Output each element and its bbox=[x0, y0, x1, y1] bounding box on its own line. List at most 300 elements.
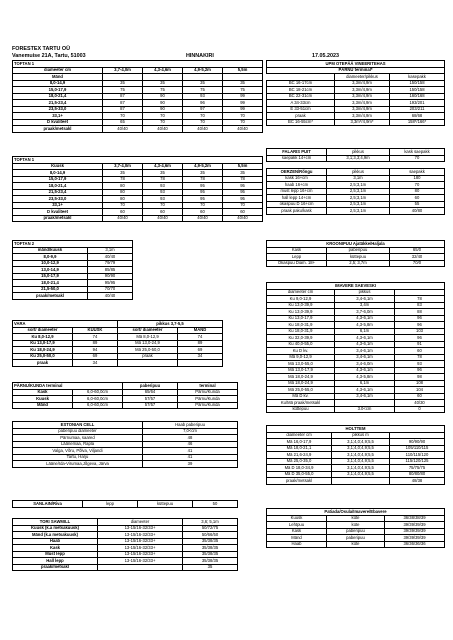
row-value-cell: 70 bbox=[103, 113, 143, 120]
row-label-cell: 18,0-21,4 bbox=[13, 183, 103, 190]
row-label-cell: Kask bbox=[13, 389, 73, 396]
row-value-cell: 70 bbox=[183, 113, 223, 120]
table-header-cell: diameeter cm bbox=[267, 289, 335, 296]
row-label-cell: saepakk 14+cm bbox=[267, 155, 327, 162]
row-value-cell: 74 bbox=[178, 334, 223, 341]
row-value-cell: 79/79 bbox=[88, 260, 133, 267]
table-row bbox=[267, 406, 445, 413]
row-value-cell: Pärnu/Kunda bbox=[178, 389, 238, 396]
row-label-cell: Ku 18,0-24,9 bbox=[13, 347, 73, 354]
row-label-cell: Ku 13,0-39,9 bbox=[267, 309, 335, 316]
row-value-cell: 158*/166* bbox=[390, 119, 445, 126]
row-value-cell: 75 bbox=[143, 87, 183, 94]
row-value-cell: 95 bbox=[183, 183, 223, 190]
row-value-cell: 78 bbox=[183, 176, 223, 183]
row-value-cell: 70/0 bbox=[390, 260, 445, 267]
row-value-cell: 41 bbox=[143, 454, 238, 461]
row-value-cell: 2,5;3,1m bbox=[327, 182, 390, 189]
table-title: TOFTAN 1 bbox=[13, 61, 263, 68]
row-value-cell: 60 bbox=[103, 209, 143, 216]
row-value-cell: 6,0-60,0cm bbox=[73, 402, 123, 409]
table-header-cell: diameeter/pikkus bbox=[335, 74, 390, 81]
row-value-cell: 78 bbox=[395, 296, 445, 303]
row-label-cell: Ku 40,0-55,0 bbox=[267, 341, 335, 348]
row-value-cell: 75 bbox=[103, 87, 143, 94]
row-value-cell: 75 bbox=[223, 87, 263, 94]
row-value-cell: 70 bbox=[223, 202, 263, 209]
row-value-cell: 41 bbox=[143, 448, 238, 455]
row-value-cell: 39/39/39/39 bbox=[385, 522, 445, 529]
row-value-cell: paberipuu bbox=[327, 247, 390, 254]
row-label-cell: 8,0-9,9 bbox=[13, 254, 88, 261]
row-value-cell: 95/95 bbox=[88, 280, 133, 287]
row-label-cell: Ku 8,0-12,9 bbox=[13, 334, 73, 341]
row-label-cell: praak bbox=[267, 113, 335, 120]
table-header-cell: 5,5m bbox=[223, 67, 263, 74]
table-title: TOFTAN 2 bbox=[13, 241, 133, 248]
row-label-cell: Haab bbox=[267, 541, 327, 548]
row-value-cell: 115/120/125 bbox=[390, 458, 445, 465]
row-value-cell: 89 bbox=[178, 340, 223, 347]
row-label-cell: haab 16+cm bbox=[267, 182, 327, 189]
row-label-cell: Mä D kv. bbox=[267, 393, 335, 400]
table-header-cell: 7,0<cm bbox=[143, 428, 238, 435]
row-label-cell: Ku 9,0-12,9 bbox=[267, 296, 335, 303]
tori-sawmill-table bbox=[12, 518, 238, 571]
table-row bbox=[267, 478, 445, 485]
table-title: TORI SAWMILL bbox=[13, 519, 98, 526]
row-value-cell: 60 bbox=[143, 209, 183, 216]
row-label-cell: BC 22-31cm bbox=[267, 93, 335, 100]
row-label-cell: D kvaliteet bbox=[13, 209, 103, 216]
row-label-cell: 10,0-12,9 bbox=[13, 260, 88, 267]
row-value-cell: 80 bbox=[103, 189, 143, 196]
row-value-cell: 3,3m/4,9m bbox=[335, 93, 390, 100]
row-label-cell: Tartu, Harju bbox=[13, 454, 143, 461]
row-value-cell: 40/40 bbox=[223, 215, 263, 222]
row-value-cell: 6,1m bbox=[335, 328, 395, 335]
row-value-cell: 90 bbox=[143, 106, 183, 113]
row-value-cell: 60 bbox=[395, 348, 445, 355]
row-value-cell: 39 bbox=[143, 461, 238, 468]
row-label-cell: 21,5-23,4 bbox=[13, 189, 103, 196]
table-title: UPM OTEPÄÄ VINEERITEHAS bbox=[267, 61, 445, 68]
row-value-cell: 13-15/16-32/33+ bbox=[98, 551, 183, 558]
row-value-cell: 70 bbox=[183, 119, 223, 126]
toftan2-table bbox=[12, 240, 133, 300]
row-value-cell: 3,1;3,3;4,9m bbox=[327, 155, 390, 162]
table-subtitle: terminal bbox=[178, 383, 238, 390]
row-value-cell: 80 bbox=[390, 188, 445, 195]
row-label-cell: praak/metsakl bbox=[13, 215, 103, 222]
table-title: PÄRNU/KUNDA terminal bbox=[13, 383, 123, 390]
row-value-cell: 69 bbox=[73, 353, 118, 360]
row-label-cell: Mä D 35,0-55,0 bbox=[267, 471, 332, 478]
row-value-cell: 3.0<cm bbox=[335, 406, 395, 413]
row-value-cell: 150/158 bbox=[390, 80, 445, 87]
holttem-table bbox=[266, 425, 445, 485]
row-label-cell: Mänd bbox=[13, 402, 73, 409]
table-row bbox=[267, 119, 445, 126]
row-value-cell: 3,1m bbox=[327, 175, 390, 182]
row-value-cell: 70 bbox=[390, 182, 445, 189]
row-label-cell: D kvaliteet bbox=[13, 119, 103, 126]
row-label-cell: Kask bbox=[267, 247, 327, 254]
table-row bbox=[13, 126, 263, 133]
row-value-cell bbox=[332, 478, 390, 485]
row-label-cell: Must lepp bbox=[13, 551, 98, 558]
row-value-cell: 90/90 bbox=[88, 273, 133, 280]
row-value-cell: 89 bbox=[73, 340, 118, 347]
row-value-cell: 6,0-60,0cm bbox=[73, 389, 123, 396]
row-value-cell: 36/36/36/36 bbox=[385, 541, 445, 548]
row-label-cell: Kuusk bbox=[13, 396, 73, 403]
row-label-cell: must lepp 16+cm bbox=[267, 188, 327, 195]
row-label-cell: 13,0-14,9 bbox=[13, 267, 88, 274]
company-name: FORESTEX TARTU OÜ bbox=[12, 46, 70, 52]
table-header-cell: KUUSK bbox=[73, 327, 118, 334]
row-value-cell: 75 bbox=[183, 87, 223, 94]
row-value-cell: 40/40 bbox=[88, 254, 133, 261]
row-value-cell: Pärnu/Kunda bbox=[178, 396, 238, 403]
patiada-osula-table bbox=[266, 508, 445, 548]
imavere-sawmill-table bbox=[266, 282, 445, 413]
table-subtitle: Haab paberipuu bbox=[143, 422, 238, 429]
row-value-cell: 39/39/39/39 bbox=[385, 528, 445, 535]
row-label-cell: 18,0-21,4 bbox=[13, 93, 103, 100]
row-label-cell: Ku 13,0-17,9 bbox=[13, 340, 73, 347]
table-header-cell: pikkus bbox=[335, 289, 395, 296]
table-row bbox=[13, 215, 263, 222]
table-row bbox=[267, 155, 445, 162]
row-value-cell: küte bbox=[327, 515, 385, 522]
row-value-cell: 78 bbox=[143, 176, 183, 183]
row-value-cell: 50 bbox=[193, 501, 238, 508]
row-label-cell: Mänd bbox=[13, 74, 103, 81]
row-value-cell: 95 bbox=[183, 196, 223, 203]
row-value-cell: 68/68 bbox=[390, 113, 445, 120]
row-value-cell: 4,3-6,1m bbox=[335, 315, 395, 322]
row-value-cell: 40/40 bbox=[183, 126, 223, 133]
row-value-cell: 36/38/38/39 bbox=[385, 515, 445, 522]
row-value-cell: 60 bbox=[390, 195, 445, 202]
row-value-cell: 93 bbox=[143, 189, 183, 196]
row-value-cell: 3,1;4,0;4,9;5,5 bbox=[332, 465, 390, 472]
row-value-cell: 78 bbox=[103, 176, 143, 183]
row-value-cell: 180 bbox=[390, 175, 445, 182]
row-label-cell: 33,1+ bbox=[13, 113, 103, 120]
table-row bbox=[13, 293, 133, 300]
row-value-cell: Mä 8,0-12,9 bbox=[118, 334, 178, 341]
row-value-cell: 70 bbox=[223, 113, 263, 120]
row-label-cell: SANLAIN/Riva bbox=[13, 501, 83, 508]
table-row bbox=[13, 564, 238, 571]
row-label-cell: praak/metsakl bbox=[13, 564, 98, 571]
row-value-cell: 78 bbox=[395, 354, 445, 361]
row-value-cell: 2,5; 3,7m bbox=[327, 260, 390, 267]
row-value-cell: küte bbox=[327, 541, 385, 548]
row-value-cell: 55 bbox=[390, 201, 445, 208]
row-value-cell: 4,3-6,1m bbox=[335, 367, 395, 374]
row-value-cell: 3,1m bbox=[88, 247, 133, 254]
row-value-cell: 2,5;3,1m bbox=[327, 208, 390, 215]
toftan1-spruce-table bbox=[12, 156, 263, 222]
row-label-cell: Ku D kv. bbox=[267, 348, 335, 355]
row-label-cell: 18,0-21,4 bbox=[13, 280, 88, 287]
row-value-cell: 99 bbox=[223, 100, 263, 107]
table-title: Patiada/Osula/Imavere/Ebavere bbox=[267, 509, 445, 516]
row-label-cell: praak/metsakl bbox=[267, 478, 332, 485]
row-value-cell: 110/115/120 bbox=[390, 452, 445, 459]
row-value-cell: 75/75/75 bbox=[390, 465, 445, 472]
row-value-cell: 40/40 bbox=[103, 126, 143, 133]
row-value-cell: 3,4-6,1m bbox=[335, 393, 395, 400]
row-label-cell: praak/metsakl bbox=[13, 126, 103, 133]
row-value-cell: 3,4-6,1m bbox=[335, 296, 395, 303]
table-row bbox=[13, 501, 238, 508]
table-title: TOFTAN 1 bbox=[13, 157, 263, 164]
row-label-cell: 23,5-33,0 bbox=[13, 196, 103, 203]
row-label-cell: Kask bbox=[13, 545, 98, 552]
row-label-cell: Mä 18,0-24,9 bbox=[267, 374, 335, 381]
row-value-cell: 69 bbox=[178, 347, 223, 354]
row-value-cell: 40/40 bbox=[88, 293, 133, 300]
row-value-cell: 4,3-6,1m bbox=[335, 341, 395, 348]
table-subtitle: pikkus bbox=[327, 149, 390, 156]
row-label-cell: BC 18-21cm bbox=[267, 87, 335, 94]
company-address: Vanemuise 21A, Tartu, 51003 bbox=[12, 53, 86, 59]
row-value-cell: 87 bbox=[103, 100, 143, 107]
row-label-cell: Ku 13,0-17,9 bbox=[267, 315, 335, 322]
row-label-cell: BC 16-55cm* bbox=[267, 119, 335, 126]
row-value-cell: 3,3m/4,9m bbox=[335, 80, 390, 87]
row-value-cell: 35 bbox=[223, 170, 263, 177]
table-header-cell: saepakk bbox=[390, 169, 445, 176]
table-header-cell: MÄND bbox=[178, 327, 223, 334]
row-value-cell: 96 bbox=[395, 322, 445, 329]
row-label-cell: Okaspuu Diam. 18+ bbox=[267, 260, 327, 267]
row-value-cell: 39/39/39/39 bbox=[385, 535, 445, 542]
row-value-cell: 50/72/75 bbox=[183, 525, 238, 532]
row-value-cell: 70 bbox=[143, 113, 183, 120]
row-value-cell: Mä 13,0-24,9 bbox=[118, 340, 178, 347]
row-label-cell: Kuusk bbox=[267, 515, 327, 522]
row-label-cell: praak paku/kask bbox=[267, 208, 327, 215]
table-title: KROONIPUU Ajatäkke/Haljala bbox=[267, 241, 445, 248]
table-subtitle: PÄRNU terminal* bbox=[267, 67, 445, 74]
row-label-cell: küttepuu bbox=[267, 406, 335, 413]
row-value-cell: 93 bbox=[395, 361, 445, 368]
row-value-cell: 80 bbox=[103, 183, 143, 190]
table-header-cell: diameeter cm bbox=[13, 67, 103, 74]
row-value-cell: Mä 25,0-50,0 bbox=[118, 347, 178, 354]
row-value-cell: 60 bbox=[223, 209, 263, 216]
row-value-cell: 70 bbox=[390, 155, 445, 162]
row-value-cell: 99 bbox=[223, 106, 263, 113]
row-label-cell: 15,0-17,9 bbox=[13, 87, 103, 94]
row-value-cell: 203/211 bbox=[390, 106, 445, 113]
row-value-cell: Pärnu/Kunda bbox=[178, 402, 238, 409]
row-value-cell: 96 bbox=[395, 315, 445, 322]
row-value-cell: 35 bbox=[183, 80, 223, 87]
row-value-cell: 3,4-6,0m bbox=[335, 361, 395, 368]
row-value-cell: 57/57 bbox=[123, 402, 178, 409]
row-label-cell: 33,1+ bbox=[13, 202, 103, 209]
row-label-cell: Mä 25,0-55,0 bbox=[267, 387, 335, 394]
sanlain-table bbox=[12, 500, 238, 508]
row-value-cell: 4,3-5,8m bbox=[335, 322, 395, 329]
row-value-cell: 3,3m*/4,9m* bbox=[335, 119, 390, 126]
row-value-cell: 96 bbox=[183, 100, 223, 107]
row-label-cell: Mä 9,0-12,9 bbox=[267, 354, 335, 361]
row-value-cell: 96 bbox=[395, 335, 445, 342]
table-row bbox=[13, 461, 238, 468]
table-header-cell: sort/ diameeter bbox=[13, 327, 73, 334]
row-label-cell: 23,5-33,0 bbox=[13, 106, 103, 113]
row-value-cell: 13-15/16-32/33+ bbox=[98, 525, 183, 532]
row-value-cell: 3,1;4,0;4,9;5,5 bbox=[332, 439, 390, 446]
row-value-cell: 3,3m/4,9m bbox=[335, 113, 390, 120]
row-label-cell: 8,0-14,9 bbox=[13, 170, 103, 177]
table-header-cell: sort/ diameeter bbox=[118, 327, 178, 334]
row-value-cell: 35 bbox=[103, 170, 143, 177]
table-title: IMAVERE SAEVESKI bbox=[267, 283, 445, 290]
row-value-cell: küttepuu bbox=[138, 501, 193, 508]
row-label-cell: Ku 13,0-39,9 bbox=[267, 302, 335, 309]
row-label-cell: Mä 21,6-24,9 bbox=[267, 452, 332, 459]
row-value-cell: 48 bbox=[143, 435, 238, 442]
row-label-cell: BC 16-17cm bbox=[267, 80, 335, 87]
row-label-cell: Pärnumaa, saared bbox=[13, 435, 143, 442]
row-value-cell: 87 bbox=[103, 93, 143, 100]
row-value-cell: 46 bbox=[143, 441, 238, 448]
row-value-cell: küte bbox=[327, 522, 385, 529]
row-label-cell: 8,0-14,9 bbox=[13, 80, 103, 87]
row-value-cell: 50/66/50 bbox=[183, 532, 238, 539]
row-value-cell: küttepuu bbox=[327, 254, 390, 261]
row-value-cell: 95 bbox=[183, 189, 223, 196]
row-value-cell: 35 bbox=[183, 170, 223, 177]
row-value-cell: 93 bbox=[183, 93, 223, 100]
table-header-cell: diameeter cm bbox=[267, 432, 332, 439]
row-value-cell: 90/90/90 bbox=[390, 439, 445, 446]
row-value-cell: 95 bbox=[223, 189, 263, 196]
row-label-cell: Valga, Võru, Põlva, Viljandi bbox=[13, 448, 143, 455]
row-value-cell: 80/80/80 bbox=[390, 471, 445, 478]
row-value-cell: 94 bbox=[73, 347, 118, 354]
row-label-cell: Lääne/Ida-Virumaa,Jõgeva, Järva bbox=[13, 461, 143, 468]
table-title: VARA bbox=[13, 321, 118, 328]
row-value-cell: 6,1m bbox=[335, 380, 395, 387]
row-value-cell: lepp bbox=[83, 501, 138, 508]
row-value-cell: 3,3m/4,9m bbox=[335, 87, 390, 94]
row-label-cell: E 33-51cm bbox=[267, 106, 335, 113]
row-value-cell: 96 bbox=[395, 367, 445, 374]
row-value-cell: 104 bbox=[395, 387, 445, 394]
row-value-cell: 40/40 bbox=[103, 215, 143, 222]
price-date: 17.05.2023 bbox=[312, 53, 339, 59]
row-value-cell: 93 bbox=[143, 183, 183, 190]
row-label-cell: Läänemaa, Rapla bbox=[13, 441, 143, 448]
row-value-cell: 35/38/35 bbox=[183, 538, 238, 545]
row-label-cell: Ku 32,0-39,9 bbox=[267, 335, 335, 342]
row-value-cell: 70/70 bbox=[88, 286, 133, 293]
row-value-cell: 3,1;4,0;4,9;5,5 bbox=[332, 458, 390, 465]
row-value-cell: 35/38/35 bbox=[183, 551, 238, 558]
row-value-cell: 40/40 bbox=[143, 126, 183, 133]
row-value-cell: 70 bbox=[143, 202, 183, 209]
row-value-cell: 35 bbox=[103, 80, 143, 87]
row-value-cell: 65/0 bbox=[390, 247, 445, 254]
row-label-cell: praak/metsakl bbox=[13, 293, 88, 300]
row-value-cell: 70 bbox=[143, 119, 183, 126]
row-value-cell: 32/40 bbox=[390, 254, 445, 261]
row-value-cell: 3,4m bbox=[335, 302, 395, 309]
row-label-cell: kask 16+cm bbox=[267, 175, 327, 182]
table-header-cell: pikkus bbox=[327, 169, 390, 176]
row-value-cell: 2,5;3,1m bbox=[327, 195, 390, 202]
table-header-cell: 4,9-5,2m bbox=[183, 67, 223, 74]
row-label-cell: Ku 18,0-31,9 bbox=[267, 322, 335, 329]
row-label-cell: Mä 13,0-17,9 bbox=[267, 367, 335, 374]
toftan1-pine-table bbox=[12, 60, 263, 133]
row-label-cell: Lepp bbox=[267, 254, 327, 261]
table-header-cell: paberipuu diameeter bbox=[13, 428, 143, 435]
falaris-table bbox=[266, 148, 445, 162]
table-row bbox=[267, 541, 445, 548]
row-value-cell: paberipuu bbox=[327, 535, 385, 542]
row-value-cell: 3,7-6,0m bbox=[335, 309, 395, 316]
page-title: HINNAKIRI bbox=[186, 53, 214, 59]
row-label-cell: 15,0-17,9 bbox=[13, 176, 103, 183]
table-header-cell: pikkus m bbox=[332, 432, 390, 439]
row-value-cell: 87 bbox=[103, 106, 143, 113]
row-value-cell: 0 bbox=[395, 406, 445, 413]
row-value-cell: paberipuu bbox=[327, 528, 385, 535]
row-value-cell: 34 bbox=[178, 353, 223, 360]
table-title: HOLTTEM bbox=[267, 426, 445, 433]
row-value-cell: 150/158 bbox=[390, 87, 445, 94]
row-value-cell: 13-15/16-32/33+ bbox=[98, 545, 183, 552]
row-value-cell: 40/30 bbox=[395, 400, 445, 407]
row-value-cell: 65/64 bbox=[123, 389, 178, 396]
row-value-cell: 97 bbox=[183, 106, 223, 113]
table-row bbox=[13, 402, 238, 409]
row-value-cell: 3,4-6,1m bbox=[335, 354, 395, 361]
row-label-cell: Mänd (k.a metsakuusk) bbox=[13, 532, 98, 539]
row-value-cell: 90 bbox=[143, 93, 183, 100]
row-value-cell: 108 bbox=[395, 380, 445, 387]
row-value-cell: 13-15/16-32/33+ bbox=[98, 558, 183, 565]
table-header-cell: 5,5m bbox=[223, 163, 263, 170]
row-label-cell: hall lepp 14+cm bbox=[267, 195, 327, 202]
row-label-cell: Mänd bbox=[267, 535, 327, 542]
table-subtitle: kask saepakk bbox=[390, 149, 445, 156]
table-header-cell: 4,3-4,6m bbox=[143, 67, 183, 74]
row-value-cell: 35/38/35 bbox=[183, 545, 238, 552]
row-label-cell: Mä 13,0-55,0 bbox=[267, 361, 335, 368]
row-value-cell: 3,1;4,0;4,9;5,5 bbox=[332, 471, 390, 478]
table-header-cell: kasepakk bbox=[390, 74, 445, 81]
row-value-cell: 40/80 bbox=[390, 208, 445, 215]
row-value-cell: 70 bbox=[183, 202, 223, 209]
table-row bbox=[267, 260, 445, 267]
row-value-cell: 88 bbox=[395, 309, 445, 316]
row-value-cell: 4,3-5,8m bbox=[335, 374, 395, 381]
kroonipuu-table bbox=[266, 240, 445, 267]
row-label-cell: Kuusk (k.a metsakuusk) bbox=[13, 525, 98, 532]
table-header-cell: 3,7-4,0m bbox=[103, 163, 143, 170]
